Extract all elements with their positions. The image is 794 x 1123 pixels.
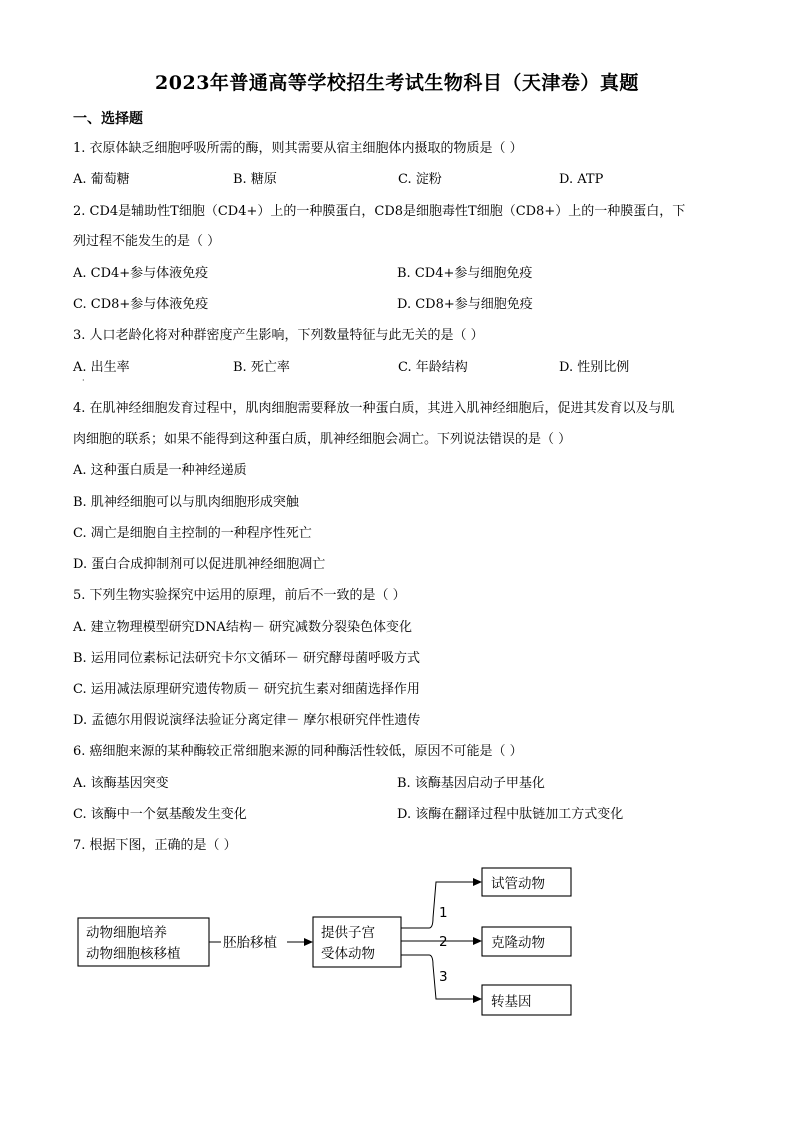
question-2-stem-line-1: 2. CD4是辅助性T细胞（CD4+）上的一种膜蛋白，CD8是细胞毒性T细胞（CD8+）上的一种膜蛋白，下: [73, 204, 686, 219]
branch-number-2: 2: [439, 934, 448, 950]
outcome-label-3: 转基因: [491, 994, 532, 1010]
q3-option-d: D. 性别比例: [559, 360, 630, 375]
q2-option-b: B. CD4+参与细胞免疫: [397, 266, 533, 281]
q3-option-c: C. 年龄结构: [398, 360, 468, 375]
q6-option-b: B. 该酶基因启动子甲基化: [397, 776, 545, 791]
q1-option-a: A. 葡萄糖: [73, 172, 130, 187]
question-1-stem: 1. 衣原体缺乏细胞呼吸所需的酶，则其需要从宿主细胞体内摄取的物质是（ ）: [73, 141, 523, 156]
question-3-stem: 3. 人口老龄化将对种群密度产生影响，下列数量特征与此无关的是（ ）: [73, 328, 484, 343]
q2-option-d: D. CD8+参与细胞免疫: [397, 297, 533, 312]
q2-option-a: A. CD4+参与体液免疫: [73, 266, 209, 281]
q2-option-c: C. CD8+参与体液免疫: [73, 297, 209, 312]
q3-option-a: A. 出生率: [73, 360, 130, 375]
question-4-stem-line-1: 4. 在肌神经细胞发育过程中，肌肉细胞需要释放一种蛋白质，其进入肌神经细胞后，促进其发育以及与肌: [73, 401, 675, 416]
box-recipient-line-1: 提供子宫: [321, 925, 375, 941]
question-2-stem-line-2: 列过程不能发生的是（ ）: [73, 234, 221, 249]
q4-option-c: C. 凋亡是细胞自主控制的一种程序性死亡: [73, 526, 312, 541]
stray-dot: ·: [82, 376, 85, 385]
q5-option-b: B. 运用同位素标记法研究卡尔文循环－ 研究酵母菌呼吸方式: [73, 651, 420, 666]
box-source-line-2: 动物细胞核移植: [86, 946, 181, 962]
q5-option-a: A. 建立物理模型研究DNA结构－ 研究减数分裂染色体变化: [73, 620, 412, 635]
box-recipient-line-2: 受体动物: [321, 946, 375, 962]
question-7-stem: 7. 根据下图，正确的是（ ）: [73, 838, 237, 853]
question-5-stem: 5. 下列生物实验探究中运用的原理，前后不一致的是（ ）: [73, 588, 406, 603]
arrow-label: 胚胎移植: [223, 935, 277, 951]
outcome-label-2: 克隆动物: [491, 935, 545, 951]
q4-option-b: B. 肌神经细胞可以与肌肉细胞形成突触: [73, 495, 299, 510]
q1-option-b: B. 糖原: [233, 172, 277, 187]
question-4-stem-line-2: 肉细胞的联系；如果不能得到这种蛋白质，肌神经细胞会凋亡。下列说法错误的是（ ）: [73, 432, 572, 447]
q4-option-a: A. 这种蛋白质是一种神经递质: [73, 463, 247, 478]
q1-option-c: C. 淀粉: [398, 172, 442, 187]
branch-number-3: 3: [439, 969, 448, 985]
paper-title: 2023年普通高等学校招生考试生物科目（天津卷）真题: [155, 72, 639, 94]
q6-option-d: D. 该酶在翻译过程中肽链加工方式变化: [397, 807, 624, 822]
question-6-stem: 6. 癌细胞来源的某种酶较正常细胞来源的同种酶活性较低，原因不可能是（ ）: [73, 744, 523, 759]
q4-option-d: D. 蛋白合成抑制剂可以促进肌神经细胞凋亡: [73, 557, 326, 572]
box-source-line-1: 动物细胞培养: [86, 925, 167, 941]
q6-option-c: C. 该酶中一个氨基酸发生变化: [73, 807, 247, 822]
q5-option-d: D. 孟德尔用假说演绎法验证分离定律－ 摩尔根研究伴性遗传: [73, 713, 421, 728]
outcome-label-1: 试管动物: [491, 876, 545, 892]
q3-option-b: B. 死亡率: [233, 360, 290, 375]
branch-number-1: 1: [439, 905, 448, 921]
q5-option-c: C. 运用减法原理研究遗传物质－ 研究抗生素对细菌选择作用: [73, 682, 420, 697]
section-heading: 一、选择题: [73, 111, 143, 127]
q6-option-a: A. 该酶基因突变: [73, 776, 169, 791]
q1-option-d: D. ATP: [559, 172, 604, 187]
